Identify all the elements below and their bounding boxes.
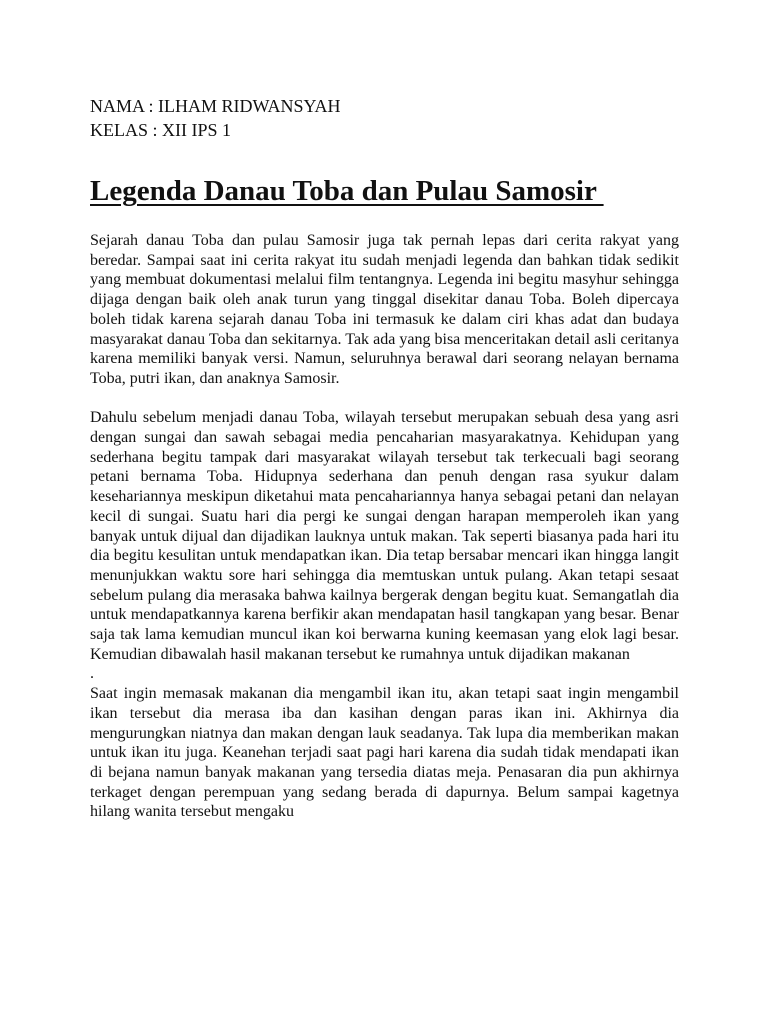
document-title: Legenda Danau Toba dan Pulau Samosir <box>90 175 604 207</box>
paragraph-intro: Sejarah danau Toba dan pulau Samosir juga tak pernah lepas dari cerita rakyat yang beredar. Sampai saat ini cerita rakyat itu sudah menjadi legenda dan bahkan tidak sedikit yang membuat dokumentasi melalui film tentangnya. Legenda ini begitu masyhur sehingga dijaga dengan baik oleh anak turun yang tinggal disekitar danau Toba. Boleh dipercaya boleh tidak karena sejarah danau Toba ini termasuk ke dalam ciri khas adat dan budaya masyarakat danau Toba dan sekitarnya. Tak ada yang bisa menceritakan detail asli ceritanya karena memiliki banyak versi. Namun, seluruhnya berawal dari seorang nelayan bernama Toba, putri ikan, dan anaknya Samosir. <box>90 232 679 387</box>
document-page <box>90 94 679 822</box>
student-class-line: KELAS : XII IPS 1 <box>90 120 232 140</box>
paragraph-cooking-fish: Saat ingin memasak makanan dia mengambil ikan itu, akan tetapi saat ingin mengambil ikan tersebut dia merasa iba dan kasihan dengan paras ikan ini. Akhirnya dia mengurungkan niatnya dan makan dengan lauk seadanya. Tak lupa dia memberikan makan untuk ikan itu juga. Keanehan terjadi saat pagi hari karena dia sudah tidak mendapati ikan di bejana namun banyak makanan yang tersedia diatas meja. Penasaran dia pun akhirnya terkaget dengan perempuan yang sedang berada di dapurnya. Belum sampai kagetnya hilang wanita tersebut mengaku <box>90 685 679 821</box>
paragraph-spacer <box>90 389 679 409</box>
stray-period: . <box>90 665 94 683</box>
paragraph-story-beginning: Dahulu sebelum menjadi danau Toba, wilayah tersebut merupakan sebuah desa yang asri dengan sungai dan sawah sebagai media pencaharian masyarakatnya. Kehidupan yang sederhana begitu tampak dari masyarakat wilayah tersebut tak terkecuali bagi seorang petani bernama Toba. Hidupnya sederhana dan penuh dengan rasa syukur dalam kesehariannya meskipun diketahui mata pencahariannya hanya sebagai petani dan nelayan kecil di sungai. Suatu hari dia pergi ke sungai dengan harapan memperoleh ikan yang banyak untuk dijual dan dijadikan lauknya untuk makan. Tak seperti biasanya pada hari itu dia begitu kesulitan untuk mendapatkan ikan. Dia tetap bersabar mencari ikan hingga langit menunjukkan waktu sore hari sehingga dia memtuskan untuk pulang. Akan tetapi sesaat sebelum pulang dia merasaka bahwa kailnya bergerak dengan begitu kuat. Semangatlah dia untuk mendapatkannya karena berfikir akan mendapatan hasil tangkapan yang besar. Benar saja tak lama kemudian muncul ikan koi berwarna kuning keemasan yang elok lagi besar. Kemudian dibawalah hasil makanan tersebut ke rumahnya untuk dijadikan makanan <box>90 409 679 663</box>
student-name-line: NAMA : ILHAM RIDWANSYAH <box>90 96 341 116</box>
